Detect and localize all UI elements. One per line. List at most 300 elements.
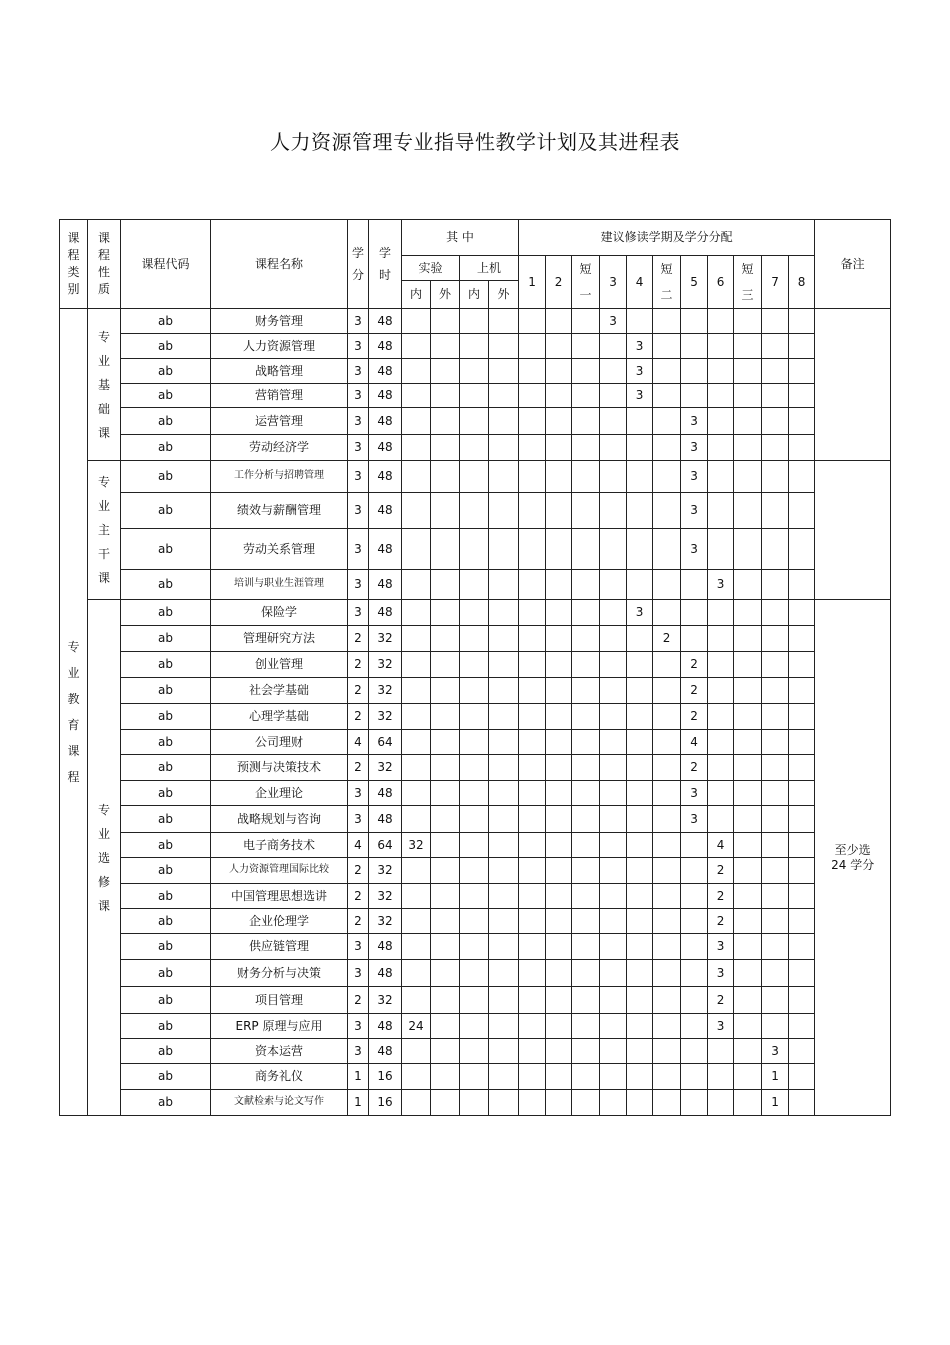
semester-cell (627, 493, 653, 529)
semester-cell (653, 570, 681, 600)
semester-cell (653, 755, 681, 781)
semester-cell (519, 909, 546, 934)
semester-cell (789, 934, 815, 960)
table-row (60, 493, 891, 529)
comp-outer-cell (489, 909, 519, 934)
semester-cell (789, 570, 815, 600)
semester-cell: 2 (708, 884, 734, 909)
course-code: ab (121, 806, 211, 833)
semester-cell (546, 909, 572, 934)
exp-inner-cell (402, 781, 431, 806)
semester-cell (627, 678, 653, 704)
hours-cell: 32 (369, 626, 402, 652)
credit-cell: 3 (348, 384, 369, 408)
semester-cell (734, 461, 762, 493)
semester-cell (600, 626, 627, 652)
semester-cell (653, 678, 681, 704)
table-row (60, 1090, 891, 1116)
semester-cell: 4 (681, 730, 708, 755)
course-name: 资本运营 (211, 1039, 348, 1064)
header-semester: 3 (600, 256, 627, 309)
semester-cell (572, 833, 600, 858)
semester-cell (546, 987, 572, 1014)
semester-cell (572, 1014, 600, 1039)
semester-cell (653, 884, 681, 909)
comp-outer-cell (489, 806, 519, 833)
semester-cell (627, 1014, 653, 1039)
semester-cell (708, 461, 734, 493)
comp-outer-cell (489, 309, 519, 334)
table-row (60, 461, 891, 493)
semester-cell (519, 704, 546, 730)
semester-cell (519, 626, 546, 652)
semester-cell (762, 570, 789, 600)
semester-cell (708, 408, 734, 435)
credit-cell: 4 (348, 833, 369, 858)
semester-cell (600, 704, 627, 730)
semester-cell: 2 (653, 626, 681, 652)
semester-cell (572, 461, 600, 493)
semester-cell (762, 626, 789, 652)
note-line: 至少选 (834, 842, 871, 857)
semester-cell (519, 755, 546, 781)
semester-cell (546, 493, 572, 529)
semester-cell (653, 359, 681, 384)
credit-cell: 2 (348, 652, 369, 678)
comp-inner-cell (460, 781, 489, 806)
semester-cell (572, 1090, 600, 1116)
semester-cell (600, 1039, 627, 1064)
table-row (60, 1014, 891, 1039)
credit-cell: 3 (348, 309, 369, 334)
semester-cell (600, 652, 627, 678)
hours-cell: 32 (369, 884, 402, 909)
semester-cell (546, 384, 572, 408)
header-row-1 (60, 220, 891, 256)
course-name: 文献检索与论文写作 (211, 1090, 348, 1116)
semester-cell (600, 909, 627, 934)
semester-cell (546, 781, 572, 806)
semester-cell (734, 858, 762, 884)
credit-cell: 2 (348, 678, 369, 704)
semester-cell: 2 (708, 987, 734, 1014)
semester-cell (708, 678, 734, 704)
course-name: 企业理论 (211, 781, 348, 806)
semester-cell (600, 435, 627, 461)
comp-inner-cell (460, 652, 489, 678)
table-row (60, 359, 891, 384)
course-name: 人力资源管理 (211, 334, 348, 359)
semester-cell (734, 626, 762, 652)
semester-cell (653, 435, 681, 461)
exp-inner-cell (402, 461, 431, 493)
semester-cell (708, 652, 734, 678)
semester-cell (519, 987, 546, 1014)
semester-cell (572, 806, 600, 833)
semester-cell (572, 600, 600, 626)
hours-cell: 48 (369, 435, 402, 461)
semester-cell (681, 1039, 708, 1064)
header-semester: 4 (627, 256, 653, 309)
semester-cell: 4 (708, 833, 734, 858)
semester-cell (789, 408, 815, 435)
semester-cell (762, 435, 789, 461)
semester-cell (734, 359, 762, 384)
semester-cell (708, 1064, 734, 1090)
semester-cell (789, 309, 815, 334)
nature-cell (88, 309, 121, 461)
semester-cell (627, 1039, 653, 1064)
page-title: 人力资源管理专业指导性教学计划及其进程表 (270, 130, 680, 154)
credit-cell: 2 (348, 858, 369, 884)
credit-cell: 3 (348, 806, 369, 833)
category-label: 专业教育课程 (67, 640, 80, 784)
course-name: 战略规划与咨询 (211, 806, 348, 833)
exp-outer-cell (431, 1064, 460, 1090)
hours-cell: 32 (369, 858, 402, 884)
semester-cell (734, 384, 762, 408)
semester-cell (600, 1014, 627, 1039)
exp-outer-cell (431, 858, 460, 884)
semester-cell (762, 1014, 789, 1039)
semester-cell (734, 652, 762, 678)
semester-cell (708, 435, 734, 461)
semester-cell (546, 730, 572, 755)
semester-cell (681, 384, 708, 408)
semester-cell (627, 461, 653, 493)
comp-outer-cell (489, 960, 519, 987)
course-name: 项目管理 (211, 987, 348, 1014)
semester-cell (734, 600, 762, 626)
semester-cell (708, 384, 734, 408)
semester-cell (734, 1064, 762, 1090)
exp-outer-cell (431, 730, 460, 755)
semester-cell (627, 626, 653, 652)
semester-cell (600, 359, 627, 384)
semester-cell: 2 (681, 652, 708, 678)
semester-cell (572, 529, 600, 570)
credit-cell: 3 (348, 408, 369, 435)
nature-label: 专业基础课 (97, 329, 110, 440)
credit-cell: 1 (348, 1064, 369, 1090)
semester-cell (546, 934, 572, 960)
course-code: ab (121, 334, 211, 359)
semester-cell (762, 884, 789, 909)
semester-cell (734, 704, 762, 730)
semester-cell (789, 600, 815, 626)
course-code: ab (121, 493, 211, 529)
semester-cell (653, 384, 681, 408)
semester-cell (519, 678, 546, 704)
semester-cell (572, 652, 600, 678)
exp-outer-cell (431, 960, 460, 987)
semester-cell (519, 359, 546, 384)
hours-cell: 48 (369, 781, 402, 806)
comp-outer-cell (489, 934, 519, 960)
course-code: ab (121, 384, 211, 408)
semester-cell (681, 833, 708, 858)
semester-cell (653, 858, 681, 884)
note-cell (815, 461, 891, 600)
credit-cell: 3 (348, 600, 369, 626)
semester-cell (653, 461, 681, 493)
semester-cell (789, 987, 815, 1014)
exp-outer-cell (431, 652, 460, 678)
comp-inner-cell (460, 858, 489, 884)
course-code: ab (121, 1039, 211, 1064)
semester-cell (572, 678, 600, 704)
exp-outer-cell (431, 570, 460, 600)
semester-cell (600, 730, 627, 755)
semester-cell: 3 (681, 408, 708, 435)
semester-cell (519, 960, 546, 987)
semester-cell (572, 909, 600, 934)
semester-cell (572, 1039, 600, 1064)
semester-cell (653, 1064, 681, 1090)
semester-cell (572, 1064, 600, 1090)
comp-outer-cell (489, 987, 519, 1014)
semester-cell (681, 960, 708, 987)
exp-outer-cell (431, 461, 460, 493)
semester-cell (627, 909, 653, 934)
course-code: ab (121, 309, 211, 334)
semester-cell: 3 (681, 781, 708, 806)
credit-cell: 3 (348, 570, 369, 600)
hours-cell: 32 (369, 987, 402, 1014)
semester-cell: 3 (681, 529, 708, 570)
semester-cell (653, 987, 681, 1014)
hours-cell: 48 (369, 359, 402, 384)
semester-cell (734, 960, 762, 987)
semester-cell: 3 (708, 934, 734, 960)
hours-cell: 48 (369, 309, 402, 334)
table-row (60, 529, 891, 570)
semester-cell (708, 600, 734, 626)
semester-cell (789, 781, 815, 806)
note-cell (815, 600, 891, 1116)
comp-inner-cell (460, 730, 489, 755)
semester-cell (734, 570, 762, 600)
comp-outer-cell (489, 359, 519, 384)
semester-cell (627, 1090, 653, 1116)
exp-outer-cell (431, 384, 460, 408)
semester-cell (519, 309, 546, 334)
exp-outer-cell (431, 1014, 460, 1039)
comp-inner-cell (460, 408, 489, 435)
semester-cell (762, 309, 789, 334)
semester-cell (627, 987, 653, 1014)
course-name: 战略管理 (211, 359, 348, 384)
exp-inner-cell (402, 755, 431, 781)
semester-cell (600, 334, 627, 359)
semester-cell (546, 1090, 572, 1116)
semester-cell (789, 529, 815, 570)
comp-inner-cell (460, 435, 489, 461)
header-experiment: 实验 (402, 256, 460, 281)
comp-outer-cell (489, 570, 519, 600)
exp-inner-cell (402, 987, 431, 1014)
semester-cell (762, 704, 789, 730)
semester-cell (546, 755, 572, 781)
note-cell (815, 309, 891, 461)
exp-outer-cell (431, 359, 460, 384)
comp-outer-cell (489, 704, 519, 730)
semester-cell (600, 884, 627, 909)
course-name: 心理学基础 (211, 704, 348, 730)
credit-cell: 3 (348, 1039, 369, 1064)
credit-cell: 1 (348, 1090, 369, 1116)
table-row (60, 781, 891, 806)
semester-cell (627, 652, 653, 678)
semester-cell (546, 678, 572, 704)
course-name: 财务分析与决策 (211, 960, 348, 987)
comp-outer-cell (489, 1014, 519, 1039)
semester-cell (789, 384, 815, 408)
semester-cell (708, 493, 734, 529)
header-semester: 8 (789, 256, 815, 309)
table-row (60, 626, 891, 652)
semester-cell (572, 884, 600, 909)
exp-inner-cell (402, 858, 431, 884)
credit-cell: 2 (348, 755, 369, 781)
semester-cell (789, 960, 815, 987)
semester-cell (653, 730, 681, 755)
semester-cell (653, 934, 681, 960)
semester-cell (572, 435, 600, 461)
header-name: 课程名称 (211, 220, 348, 309)
semester-cell (546, 1014, 572, 1039)
exp-outer-cell (431, 678, 460, 704)
semester-cell (519, 806, 546, 833)
semester-cell (789, 359, 815, 384)
semester-cell (708, 781, 734, 806)
semester-cell (681, 334, 708, 359)
exp-inner-cell (402, 626, 431, 652)
exp-inner-cell (402, 806, 431, 833)
credit-cell: 3 (348, 529, 369, 570)
exp-outer-cell (431, 1039, 460, 1064)
semester-cell (572, 626, 600, 652)
semester-cell (734, 1039, 762, 1064)
semester-cell (789, 909, 815, 934)
exp-outer-cell (431, 934, 460, 960)
semester-cell (789, 884, 815, 909)
course-code: ab (121, 960, 211, 987)
semester-cell (600, 806, 627, 833)
table-row (60, 960, 891, 987)
semester-cell (681, 987, 708, 1014)
exp-inner-cell (402, 384, 431, 408)
exp-inner-cell (402, 408, 431, 435)
semester-cell (627, 960, 653, 987)
semester-cell (681, 600, 708, 626)
course-code: ab (121, 934, 211, 960)
hours-cell: 48 (369, 384, 402, 408)
hours-cell: 48 (369, 960, 402, 987)
semester-cell (546, 858, 572, 884)
course-code: ab (121, 858, 211, 884)
semester-cell (708, 730, 734, 755)
header-note: 备注 (815, 220, 891, 309)
semester-cell (789, 1014, 815, 1039)
semester-cell (519, 334, 546, 359)
hours-cell: 32 (369, 678, 402, 704)
semester-cell (519, 384, 546, 408)
exp-outer-cell (431, 493, 460, 529)
semester-cell (519, 781, 546, 806)
table-row (60, 806, 891, 833)
credit-cell: 2 (348, 987, 369, 1014)
semester-cell (789, 435, 815, 461)
exp-inner-cell (402, 1090, 431, 1116)
semester-cell (600, 960, 627, 987)
comp-inner-cell (460, 1064, 489, 1090)
semester-cell (572, 704, 600, 730)
semester-cell (600, 570, 627, 600)
table-row (60, 909, 891, 934)
credit-cell: 2 (348, 626, 369, 652)
header-code: 课程代码 (121, 220, 211, 309)
exp-inner-cell (402, 529, 431, 570)
comp-inner-cell (460, 806, 489, 833)
semester-cell (762, 730, 789, 755)
comp-inner-cell (460, 987, 489, 1014)
semester-cell (627, 781, 653, 806)
semester-cell (627, 408, 653, 435)
semester-cell (762, 755, 789, 781)
credit-cell: 3 (348, 461, 369, 493)
semester-cell (653, 1039, 681, 1064)
semester-cell: 3 (708, 1014, 734, 1039)
semester-cell (789, 806, 815, 833)
hours-cell: 48 (369, 570, 402, 600)
semester-cell (789, 493, 815, 529)
semester-cell (627, 858, 653, 884)
course-code: ab (121, 359, 211, 384)
exp-inner-cell (402, 678, 431, 704)
comp-outer-cell (489, 493, 519, 529)
semester-cell (762, 600, 789, 626)
semester-cell (708, 704, 734, 730)
exp-inner-cell (402, 909, 431, 934)
course-code: ab (121, 652, 211, 678)
exp-inner-cell (402, 730, 431, 755)
semester-cell (762, 781, 789, 806)
course-code: ab (121, 408, 211, 435)
comp-outer-cell (489, 1064, 519, 1090)
credit-cell: 4 (348, 730, 369, 755)
semester-cell (519, 652, 546, 678)
semester-cell (762, 461, 789, 493)
table-row (60, 408, 891, 435)
comp-outer-cell (489, 1039, 519, 1064)
credit-cell: 3 (348, 493, 369, 529)
semester-cell (762, 493, 789, 529)
course-name: 商务礼仪 (211, 1064, 348, 1090)
exp-inner-cell (402, 1064, 431, 1090)
hours-cell: 48 (369, 806, 402, 833)
semester-cell (789, 461, 815, 493)
course-name: 营销管理 (211, 384, 348, 408)
exp-inner-cell (402, 1039, 431, 1064)
course-code: ab (121, 570, 211, 600)
header-semester: 5 (681, 256, 708, 309)
table-row (60, 435, 891, 461)
semester-cell: 3 (627, 384, 653, 408)
semester-cell (789, 678, 815, 704)
hours-cell: 48 (369, 461, 402, 493)
table-row (60, 652, 891, 678)
